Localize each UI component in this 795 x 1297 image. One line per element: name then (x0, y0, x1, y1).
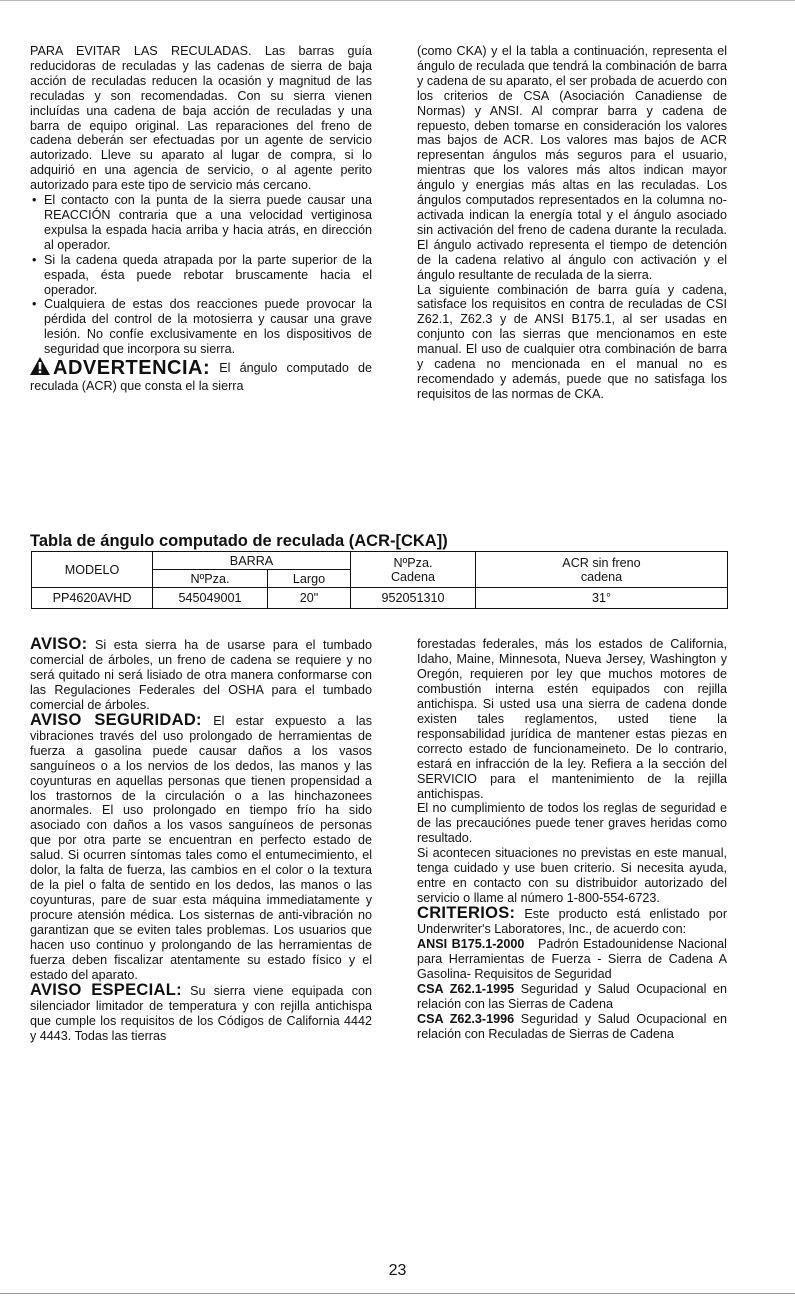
special-title: AVISO ESPECIAL: (30, 980, 182, 999)
cell-cadena-pza: 952051310 (351, 588, 476, 609)
bullet-item: • Si la cadena queda atrapada por la parte superior de la espada, ésta puede rebotar bruscamente hacia el operador. (30, 253, 372, 298)
warning-title: ADVERTENCIA: (53, 357, 211, 380)
header-barra: BARRA (153, 552, 351, 570)
table-title: Tabla de ángulo computado de reculada (ACR-[CKA]) (30, 532, 448, 550)
warning-triangle-icon (30, 357, 50, 379)
aviso-title: AVISO: (30, 635, 88, 653)
standard-text: Padrón Estadounidense Nacional para Herramientas de Fuerza - Sierra de Cadena A Gasolina- Requisitos de Seguridad (417, 937, 727, 981)
header-cadena-pza: NºPza. (393, 555, 433, 570)
aviso-paragraph (30, 637, 372, 713)
warning-text: El ángulo computado de reculada (ACR) que consta el la sierra (30, 361, 372, 393)
kickback-intro-paragraph: PARA EVITAR LAS RECULADAS. Las barras guía reducidoras de reculadas y las cadenas de sierra de baja acción de reculadas reducen la ocasión y magnitud de las reculadas y son recomendadas. Con su sierra vienen incluídas una cadena de baja acción de reculadas y una barra de equipo original. Las reparaciones del freno de cadena deberán ser efectuadas por un agente de servicio autorizado. Lleve su aparato al lugar de compra, si lo adquirió en una agencia de servicio, o al agente perito autorizado para este tipo de servicio más cercano. (30, 44, 372, 193)
safety-title: AVISO SEGURIDAD: (30, 710, 202, 729)
special-text: Su sierra viene equipada con silenciador limitador de temperatura y con rejilla antichispa que cumple los requisitos de los Códigos de California 4442 y 4443. Todas las tierras (30, 983, 372, 1043)
standard-csa-z62-3 (417, 1012, 727, 1042)
page-number: 23 (388, 1262, 407, 1279)
criteria-title: CRITERIOS: (417, 904, 516, 923)
bottom-left-column (30, 637, 372, 1044)
bullet-item: • El contacto con la punta de la sierra puede causar una REACCIÓN contraria que a una velocidad vertiginosa expulsa la espada hacia arriba y hacia atrás, en dirección al operador. (30, 193, 372, 253)
cell-largo: 20" (268, 588, 351, 609)
header-acr (476, 552, 728, 588)
unforeseen-paragraph: Si acontecen situaciones no previstas en este manual, tenga cuidado y use buen criterio. Si necesita ayuda, entre en contacto con su distribuidor autorizado del servicio o llame al número 1-800-554-6723. (417, 846, 727, 906)
compliance-paragraph: El no cumplimiento de todos los reglas de seguridad e de las precauciónes puede tener graves heridas como resultado. (417, 801, 727, 846)
bullet-item: • Cualquiera de estas dos reacciones puede provocar la pérdida del control de la motosierra y causar una grave lesión. No confíe exclusivamente en los dispositivos de seguridad que incorpora su sierra. (30, 297, 372, 357)
standard-ansi (417, 937, 727, 982)
header-barra-pza: NºPza. (153, 570, 268, 588)
header-cadena-label: Cadena (390, 569, 436, 584)
criteria-paragraph (417, 906, 727, 937)
safety-text: El estar expuesto a las vibraciones través del uso prolongado de herramientas de fuerza a gasolina puede causar daños a los vasos sanguíneos o a los nervios de los dedos, las manos y las coyunturas en aquellas personas que tienen propensidad a los trastornos de la circulación o a las hinchazonees anormales. El uso prolongado en tiempo frío ha sido asociado con daños a los vasos sanguíneos de personas que por otra parte se encuentran en perfecto estado de salud. Si ocurren síntomas tales como el entumecimiento, el dolor, la falta de fuerza, las cambios en el color o la textura de la piel o falta de sentido en los dedos, las manos o las coyunturas, pare de suar esta máquina immediatamente y procure atensión médica. Los sisternas de anti-vibración no garantizan que se eviten tales problemas. Los usuarios que hacen uso continuo y prolongando de las herramientas de fuerza deben fiscalizar atentamente su estado físico y el estado del aparato. (30, 713, 372, 982)
warning-paragraph (30, 357, 372, 394)
top-left-column (30, 44, 372, 394)
standard-code: CSA Z62.1-1995 (417, 981, 515, 996)
kickback-bullet-list (30, 193, 372, 357)
acr-table (31, 551, 728, 609)
criteria-text: Este producto está enlistado por Underwriter's Laboratores, Inc., de acuerdo con: (417, 907, 728, 937)
standard-code: CSA Z62.3-1996 (417, 1011, 515, 1026)
standard-code: ANSI B175.1-2000 (417, 937, 525, 952)
table-row (32, 588, 728, 609)
combination-paragraph: La siguiente combinación de barra guía y cadena, satisface los requisitos en contra de reculadas de CSI Z62.1, Z62.3 y de ANSI B175.1, al ser usadas en conjunto con las sierras que mencionamos en este manual. El uso de cualquier otra combinación de barra y cadena no mencionada en el manual no es recomendado y además, puede que no satisfaga los requisitos de las normas de CKA. (417, 282, 727, 401)
header-cadena (351, 552, 476, 588)
cell-modelo: PP4620AVHD (32, 588, 153, 609)
bottom-right-column (417, 637, 727, 1042)
cell-barra-pza: 545049001 (153, 588, 268, 609)
aviso-text: Si esta sierra ha de usarse para el tumbado comercial de árboles, un freno de cadena se requiere y no será quitado ni será lisiado de otra manera conformarse con las Regulaciones Federales del OSHA para el tumbado comercial de árboles. (30, 638, 372, 712)
acr-explanation-paragraph: (como CKA) y el la tabla a continuación, representa el ángulo de reculada que tendrá la combinación de barra y cadena de su aparato, el ser probada de acuerdo con los criterios de CSA (Asociación Canadiense de Normas) y ANSI. Al comprar barra y cadena de repuesto, deben tomarse en consideración los valores mas bajos de ACR. Los valores mas bajos de ACR representan ángulos más seguros para el usuario, mientras que los valores más altos indican mayor ángulo y energias más altas en las reculadas. Los ángulos computados representados en la columna no-activada indican la energía total y el ángulo asociado sin activación del freno de cadena durante la reculada. El ángulo activado representa el tiempo de detención de la cadena relativo al ángulo con activación y el ángulo resultante de reculada de la sierra. (417, 44, 727, 282)
standard-text: Seguridad y Salud Ocupacional en relación con las Sierras de Cadena (417, 981, 727, 1011)
safety-paragraph (30, 710, 372, 983)
top-right-column (417, 44, 727, 402)
standard-csa-z62-1 (417, 982, 727, 1012)
standard-text: Seguridad y Salud Ocupacional en relación con Reculadas de Sierras de Cadena (417, 1011, 727, 1041)
header-acr-label: ACR sin freno (562, 555, 641, 570)
spark-arrestor-paragraph: forestadas federales, más los estados de California, Idaho, Maine, Minnesota, Nueva Jersey, Washington y Oregón, requieren por ley que muchos motores de combustión interna estén equipados con rejilla antichispa. Si usted usa una sierra de cadena donde existen tales reglamentos, usted tiene la responsabilidad jurídica de mantener estas piezas en correcto estado de funcionameineto. De lo contrario, estará en infracción de la ley. Refiera a la sección del SERVICIO para el mantenimiento de la rejilla antichispas. (417, 637, 727, 801)
header-acr-sub: cadena (580, 569, 623, 584)
bottom-edge-rule (0, 1293, 795, 1294)
header-modelo: MODELO (32, 552, 153, 588)
top-edge-rule (0, 0, 795, 4)
cell-acr: 31° (476, 588, 728, 609)
special-paragraph (30, 980, 372, 1044)
header-barra-largo: Largo (268, 570, 351, 588)
